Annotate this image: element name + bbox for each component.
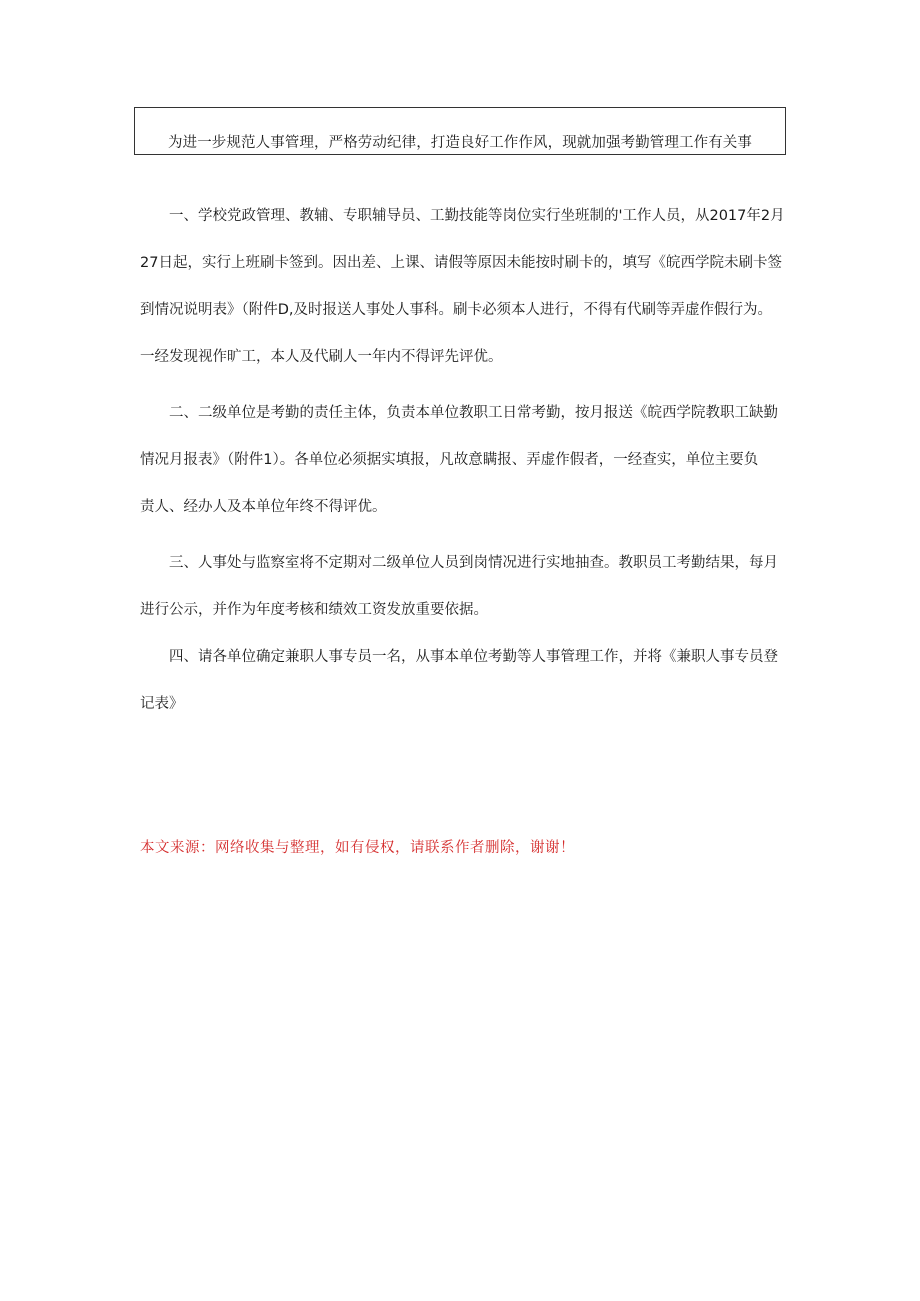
paragraph-line: 三、人事处与监察室将不定期对二级单位人员到岗情况进行实地抽查。教职员工考勤结果，每月 — [169, 555, 778, 571]
paragraph-line: 一、学校党政管理、教辅、专职辅导员、工勤技能等岗位实行坐班制的'工作人员，从2017年2月 — [169, 208, 785, 224]
paragraph-line: 责人、经办人及本单位年终不得评优。 — [140, 499, 387, 515]
paragraph-line: 到情况说明表》（附件D,及时报送人事处人事科。刷卡必须本人进行，不得有代刷等弄虚作假行为。 — [140, 302, 773, 318]
paragraph-line: 二、二级单位是考勤的责任主体，负责本单位教职工日常考勤，按月报送《皖西学院教职工缺勤 — [169, 405, 778, 421]
source-note: 本文来源：网络收集与整理，如有侵权，请联系作者删除，谢谢！ — [140, 840, 575, 856]
paragraph-line: 四、请各单位确定兼职人事专员一名，从事本单位考勤等人事管理工作，并将《兼职人事专员登 — [169, 649, 778, 665]
paragraph-line: 27日起，实行上班刷卡签到。因出差、上课、请假等原因未能按时刷卡的，填写《皖西学院未刷卡签 — [140, 255, 782, 271]
intro-box — [134, 107, 786, 155]
intro-text: 为进一步规范人事管理，严格劳动纪律，打造良好工作作风，现就加强考勤管理工作有关事 — [168, 135, 752, 151]
paragraph-2 — [140, 390, 790, 531]
paragraph-line: 一经发现视作旷工，本人及代刷人一年内不得评先评优。 — [140, 349, 503, 365]
paragraph-3 — [140, 540, 790, 634]
paragraph-line: 记表》 — [140, 696, 184, 712]
paragraph-4 — [140, 634, 790, 728]
paragraph-line: 情况月报表》（附件1）。各单位必须据实填报，凡故意瞒报、弄虚作假者，一经查实，单位主要负 — [140, 452, 759, 468]
paragraph-line: 进行公示，并作为年度考核和绩效工资发放重要依据。 — [140, 602, 488, 618]
paragraph-1 — [140, 193, 790, 381]
